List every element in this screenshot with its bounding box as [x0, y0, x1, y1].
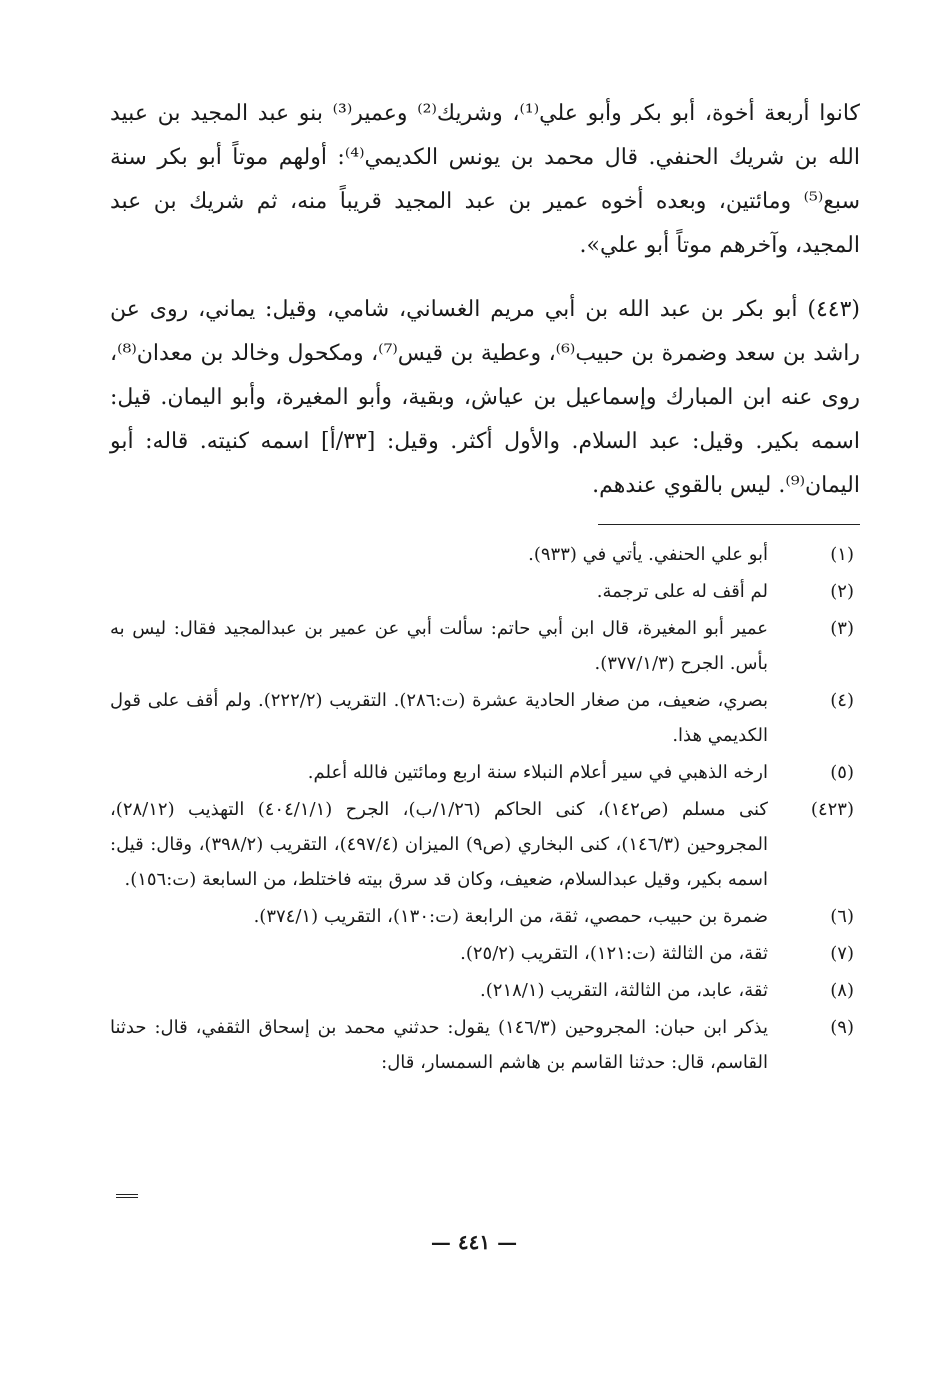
footnote [110, 574, 860, 609]
footnote-text: كنى مسلم (ص١٤٢)، كنى الحاكم (١/٢٦/ب)، الجرح (٤٠٤/١/١) التهذيب (٢٨/١٢)، المجروحين (١٤٦/٣)، كنى البخاري (ص٩) الميزان (٤٩٧/٤)، التقريب (٣٩٨/٢)، وقال: قيل: اسمه بكير، وقيل عبدالسلام، ضعيف، وكان قد سرق بيته فاختلط، من السابعة (ت:١٥٦). [110, 799, 768, 890]
page-number: — ٤٤١ — [430, 1230, 518, 1254]
footnote-separator [598, 524, 860, 525]
footnote-text: ضمرة بن حبيب، حمصي، ثقة، من الرابعة (ت:١٣٠)، التقريب (٣٧٤/١). [253, 906, 768, 927]
footnote-number: (٩) [830, 1017, 854, 1038]
footnote-number: (٢) [830, 581, 854, 602]
footnote [110, 1010, 860, 1080]
footnote-text: أبو علي الحنفي. يأتي في (٩٣٣). [528, 544, 768, 565]
footnote [110, 936, 860, 971]
footnote-number: (٧) [830, 943, 854, 964]
footnote-text: لم أقف له على ترجمة. [596, 581, 768, 602]
footnote-text: يذكر ابن حبان: المجروحين (١٤٦/٣) يقول: حدثني محمد بن إسحاق الثقفي، قال: حدثنا القاسم، قال: حدثنا القاسم بن هاشم السمسار، قال: [110, 1017, 768, 1073]
footnote-text: ثقة، عابد، من الثالثة، التقريب (٢١٨/١). [480, 980, 768, 1001]
footnote-text: ارخه الذهبي في سير أعلام النبلاء سنة اربع ومائتين فالله أعلم. [307, 762, 768, 783]
footnote [110, 683, 860, 753]
continuation-mark [116, 1194, 138, 1198]
footnote [110, 973, 860, 1008]
footnote-number: (٤٢٣) [810, 799, 854, 820]
footnote [110, 537, 860, 572]
footnote-number: (١) [830, 544, 854, 565]
body-paragraph-1: كانوا أربعة أخوة، أبو بكر وأبو علي⁽¹⁾، وشريك⁽²⁾ وعمير⁽³⁾ بنو عبد المجيد بن عبيد الله بن شريك الحنفي. قال محمد بن يونس الكديمي⁽⁴⁾: أولهم موتاً أبو بكر سنة سبع⁽⁵⁾ ومائتين، وبعده أخوه عمير بن عبد المجيد قريباً منه، ثم شريك بن عبد المجيد، وآخرهم موتاً أبو علي». [110, 101, 861, 258]
footnote-number: (٨) [830, 980, 854, 1001]
footnote-number: (٥) [830, 762, 854, 783]
footnote [110, 611, 860, 681]
footnote-number: (٤) [830, 690, 854, 711]
footnote-number: (٣) [830, 618, 854, 639]
footnote-text: ثقة، من الثالثة (ت:١٢١)، التقريب (٢٥/٢). [460, 943, 768, 964]
footnote-text: بصري، ضعيف، من صغار الحادية عشرة (ت:٢٨٦). التقريب (٢٢٢/٢). ولم أقف على قول الكديمي هذا. [110, 690, 768, 746]
footnote [110, 899, 860, 934]
footnotes [110, 537, 860, 1080]
footnote [110, 755, 860, 790]
body-paragraph-2: (٤٤٣) أبو بكر بن عبد الله بن أبي مريم الغساني، شامي، وقيل: يماني، روى عن راشد بن سعد وضمرة بن حبيب⁽⁶⁾، وعطية بن قيس⁽⁷⁾، ومكحول وخالد بن معدان⁽⁸⁾، روى عنه ابن المبارك وإسماعيل بن عياش، وبقية، وأبو المغيرة، وأبو اليمان. قيل: اسمه بكير. وقيل: عبد السلام. والأول أكثر. وقيل: [٣٣/أ] اسمه كنيته. قاله: أبو اليمان⁽⁹⁾. ليس بالقوي عندهم. [110, 297, 860, 498]
footnote [110, 792, 860, 897]
footnote-number: (٦) [830, 906, 854, 927]
page-content [110, 92, 860, 1080]
footnote-text: عمير أبو المغيرة، قال ابن أبي حاتم: سألت أبي عن عمير بن عبدالمجيد فقال: ليس به بأس. الجرح (٣٧٧/١/٣). [110, 618, 768, 674]
